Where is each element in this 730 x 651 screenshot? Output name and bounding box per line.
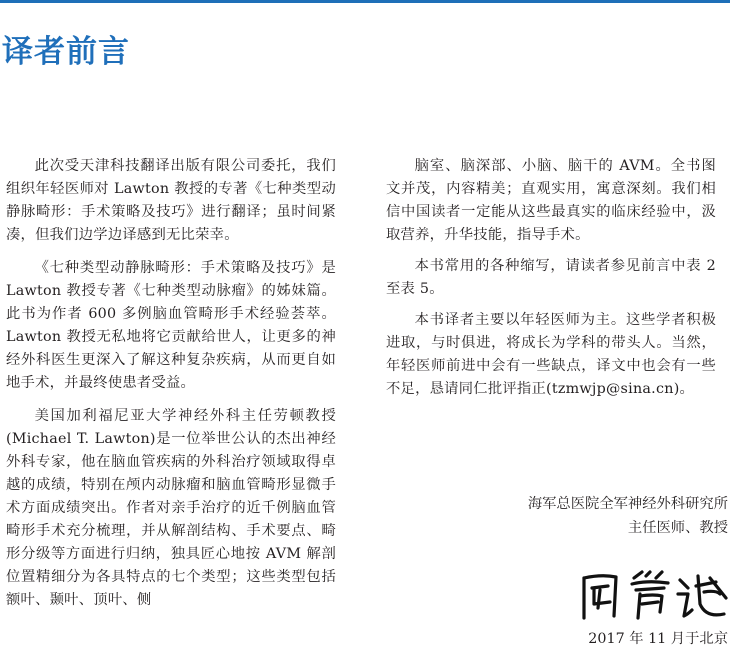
paragraph: 脑室、脑深部、小脑、脑干的 AVM。全书图文并茂，内容精美；直观实用，寓意深刻。我们相信中国读者一定能从这些最真实的临床经验中，汲取营养，升华技能，指导手术。 <box>386 158 716 243</box>
paragraph: 本书常用的各种缩写，请读者参见前言中表 2 至表 5。 <box>386 258 716 297</box>
signature-block <box>528 492 728 540</box>
handwritten-signature <box>576 568 730 623</box>
position: 主任医师、教授 <box>627 520 728 536</box>
header-rule <box>0 0 730 3</box>
left-column <box>6 155 336 622</box>
paragraph: 《七种类型动静脉畸形：手术策略及技巧》是 Lawton 教授专著《七种类型动脉瘤》的姊妹篇。此书为作者 600 多例脑血管畸形手术经验荟萃。Lawton 教授无私地将它贡献给世人，让更多的神经外科医生更深入了解这种复杂疾病，从而更自如地手术，并最终使患者受益。 <box>6 260 336 391</box>
page-title: 译者前言 <box>2 34 130 70</box>
right-column <box>386 155 716 409</box>
institution: 海军总医院全军神经外科研究所 <box>527 496 728 512</box>
date-line: 2017 年 11 月于北京 <box>588 631 728 647</box>
paragraph: 美国加利福尼亚大学神经外科主任劳顿教授(Michael T. Lawton)是一位举世公认的杰出神经外科专家，他在脑血管疾病的外科治疗领域取得卓越的成绩，特别在颅内动脉瘤和脑血管畸形显微手术方面成绩突出。作者对亲手治疗的近千例脑血管畸形手术充分梳理，并从解剖结构、手术要点、畸形分级等方面进行归纳，独具匠心地按 AVM 解剖位置精细分为各具特点的七个类型；这些类型包括额叶、颞叶、顶叶、侧 <box>6 408 336 608</box>
paragraph: 此次受天津科技翻译出版有限公司委托，我们组织年轻医师对 Lawton 教授的专著《七种类型动静脉畸形：手术策略及技巧》进行翻译；虽时间紧凑，但我们边学边译感到无比荣幸。 <box>6 158 336 243</box>
paragraph: 本书译者主要以年轻医师为主。这些学者积极进取，与时俱进，将成长为学科的带头人。当然，年轻医师前进中会有一些缺点，译文中也会有一些不足，恳请同仁批评指正(tzmwjp@sina.cn)。 <box>386 312 716 397</box>
